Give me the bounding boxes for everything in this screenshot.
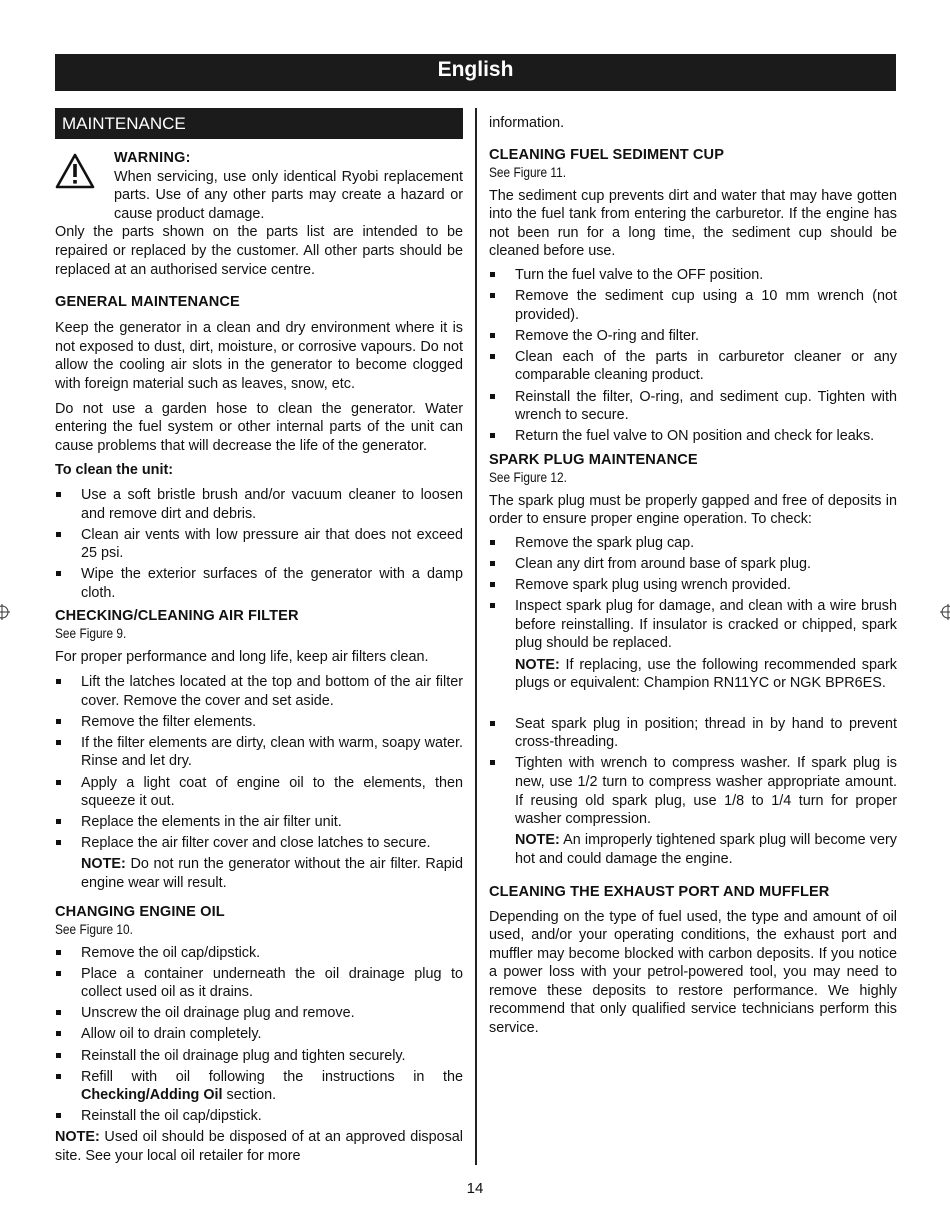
- heading-spark-plug: SPARK PLUG MAINTENANCE: [489, 451, 698, 468]
- spark-intro: The spark plug must be properly gapped and free of deposits in order to ensure proper engine operation. To check:: [489, 492, 897, 528]
- see-figure-9: See Figure 9.: [55, 626, 127, 642]
- bullet: [490, 721, 495, 726]
- bullet: [56, 1010, 61, 1015]
- general-paragraph-2: Do not use a garden hose to clean the generator. Water entering the fuel system or other internal parts of the unit can cause problems that will decrease the life of the generator.: [55, 400, 463, 454]
- air-filter-intro: For proper performance and long life, keep air filters clean.: [55, 649, 429, 666]
- list-item: Reinstall the filter, O-ring, and sediment cup. Tighten with wrench to secure.: [489, 388, 897, 425]
- list-item: Apply a light coat of engine oil to the elements, then squeeze it out.: [55, 774, 463, 811]
- list-item: Remove the oil cap/dipstick.: [55, 944, 463, 963]
- heading-sediment-cup: CLEANING FUEL SEDIMENT CUP: [489, 146, 725, 163]
- bullet: [56, 840, 61, 845]
- list-item: Turn the fuel valve to the OFF position.: [489, 266, 897, 285]
- air-filter-list: [55, 673, 463, 853]
- heading-engine-oil: CHANGING ENGINE OIL: [55, 903, 225, 920]
- used-oil-note: NOTE: Used oil should be disposed of at an approved disposal site. See your local oil retailer for more: [55, 1129, 463, 1165]
- bullet: [490, 272, 495, 277]
- bullet: [490, 433, 495, 438]
- bullet: [490, 354, 495, 359]
- bullet: [56, 492, 61, 497]
- bullet: [56, 719, 61, 724]
- spark-note-replacing: NOTE: If replacing, use the following recommended spark plugs or equivalent: Champion RN11YC or NGK BPR6ES.: [515, 656, 897, 692]
- list-item: Use a soft bristle brush and/or vacuum cleaner to loosen and remove dirt and debris.: [55, 486, 463, 523]
- bullet: [490, 540, 495, 545]
- see-figure-10: See Figure 10.: [55, 921, 133, 937]
- left-column: [55, 108, 463, 1166]
- spark-list: [489, 534, 897, 653]
- list-item: Refill with oil following the instructions in the Checking/Adding Oil section.: [55, 1068, 463, 1105]
- list-item: Place a container underneath the oil drainage plug to collect used oil as it drains.: [55, 965, 463, 1002]
- heading-general-maintenance: GENERAL MAINTENANCE: [55, 294, 240, 311]
- list-item: Lift the latches located at the top and bottom of the air filter cover. Remove the cover and set aside.: [55, 673, 463, 710]
- bullet: [56, 819, 61, 824]
- list-item: Remove the O-ring and filter.: [489, 327, 897, 346]
- list-item: Replace the air filter cover and close latches to secure.: [55, 834, 463, 853]
- bullet: [56, 740, 61, 745]
- bullet: [56, 1053, 61, 1058]
- general-paragraph-1: Keep the generator in a clean and dry environment where it is not exposed to dust, dirt, moisture, or corrosive vapours. Do not allow the cooling air slots in the generator to become clogged with foreign material such as leaves, snow, etc.: [55, 320, 463, 392]
- list-item: Reinstall the oil cap/dipstick.: [55, 1107, 463, 1126]
- list-item: Reinstall the oil drainage plug and tighten securely.: [55, 1047, 463, 1066]
- bullet: [490, 582, 495, 587]
- column-divider: [475, 108, 477, 1165]
- subheading-clean-unit: To clean the unit:: [55, 462, 174, 479]
- see-figure-12: See Figure 12.: [489, 469, 567, 485]
- bullet: [56, 571, 61, 576]
- parts-intro: Only the parts shown on the parts list are intended to be repaired or replaced by the customer. All other parts should be replaced at an authorised service centre.: [55, 224, 463, 278]
- bullet: [490, 760, 495, 765]
- continued-text: information.: [489, 115, 565, 131]
- list-item: Allow oil to drain completely.: [55, 1025, 463, 1044]
- spark-note-tightened: NOTE: An improperly tightened spark plug will become very hot and could damage the engine.: [515, 832, 897, 867]
- list-item: Clean air vents with low pressure air that does not exceed 25 psi.: [55, 526, 463, 563]
- list-item: Clean each of the parts in carburetor cleaner or any comparable cleaning product.: [489, 348, 897, 385]
- spark-list-2: [489, 715, 897, 829]
- bullet: [56, 971, 61, 976]
- warning-block: [55, 149, 463, 223]
- list-item: Replace the elements in the air filter unit.: [55, 813, 463, 832]
- list-item: Remove the sediment cup using a 10 mm wrench (not provided).: [489, 287, 897, 324]
- bullet: [56, 1113, 61, 1118]
- bullet: [490, 561, 495, 566]
- warning-triangle-icon: [55, 153, 95, 189]
- clean-unit-list: [55, 486, 463, 603]
- bullet: [490, 603, 495, 608]
- bullet: [490, 333, 495, 338]
- engine-oil-list: [55, 944, 463, 1126]
- list-item: Remove the spark plug cap.: [489, 534, 897, 553]
- bullet: [56, 532, 61, 537]
- bullet: [56, 950, 61, 955]
- sediment-list: [489, 266, 897, 446]
- heading-air-filter: CHECKING/CLEANING AIR FILTER: [55, 608, 299, 625]
- list-item: Return the fuel valve to ON position and check for leaks.: [489, 427, 897, 446]
- warning-text: When servicing, use only identical Ryobi replacement parts. Use of any other parts may create a hazard or cause product damage.: [114, 168, 463, 222]
- list-item: Unscrew the oil drainage plug and remove.: [55, 1004, 463, 1023]
- air-filter-note: NOTE: Do not run the generator without the air filter. Rapid engine wear will result.: [81, 856, 463, 891]
- see-figure-11: See Figure 11.: [489, 164, 567, 180]
- bullet: [490, 293, 495, 298]
- section-title-maintenance: MAINTENANCE: [55, 108, 463, 139]
- list-item: Seat spark plug in position; thread in by hand to prevent cross-threading.: [489, 715, 897, 752]
- exhaust-text: Depending on the type of fuel used, the type and amount of oil used, and/or your operating conditions, the exhaust port and muffler may become blocked with carbon deposits. If you notice a power loss with your petrol-powered tool, you may need to remove these deposits to restore performance. We highly recommend that only qualified service technicians perform this service.: [489, 908, 897, 1037]
- list-item: Tighten with wrench to compress washer. If spark plug is new, use 1/2 turn to compress washer appropriate amount. If reusing old spark plug, use 1/8 to 1/4 turn for proper washer compression.: [489, 754, 897, 828]
- list-item: If the filter elements are dirty, clean with warm, soapy water. Rinse and let dry.: [55, 734, 463, 771]
- sediment-intro: The sediment cup prevents dirt and water that may have gotten into the fuel tank from entering the carburetor. If the engine has not been run for a long time, the sediment cup should be cleaned before use.: [489, 187, 897, 260]
- warning-title: WARNING:: [114, 150, 191, 166]
- list-item: Inspect spark plug for damage, and clean with a wire brush before reinstalling. If insulator is cracked or chipped, spark plug should be replaced.: [489, 597, 897, 653]
- heading-exhaust: CLEANING THE EXHAUST PORT AND MUFFLER: [489, 883, 830, 900]
- bullet: [56, 1074, 61, 1079]
- registration-mark-right: [940, 604, 950, 620]
- right-column: [489, 108, 897, 1038]
- bullet: [56, 780, 61, 785]
- bullet: [490, 394, 495, 399]
- list-item: Remove spark plug using wrench provided.: [489, 576, 897, 595]
- language-header: English: [55, 54, 896, 91]
- list-item: Wipe the exterior surfaces of the generator with a damp cloth.: [55, 565, 463, 602]
- bullet: [56, 1031, 61, 1036]
- list-item: Clean any dirt from around base of spark plug.: [489, 555, 897, 574]
- bullet: [56, 679, 61, 684]
- page-number: 14: [466, 1180, 484, 1197]
- registration-mark-left: [0, 604, 10, 620]
- list-item: Remove the filter elements.: [55, 713, 463, 732]
